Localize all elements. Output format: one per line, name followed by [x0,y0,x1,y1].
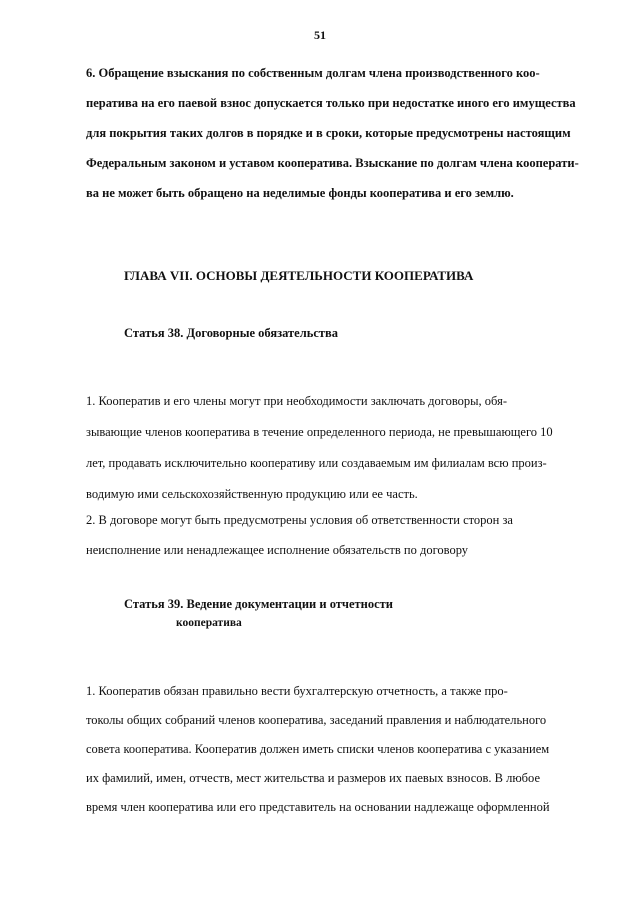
text-line: для покрытия таких долгов в порядке и в сроки, которые предусмотрены настоящим [86,126,571,140]
text-line: их фамилий, имен, отчеств, мест жительства и размеров их паевых взносов. В любое [86,771,540,785]
text-line: Федеральным законом и уставом кооператива. Взыскание по долгам члена кооперати- [86,156,579,170]
text-line: водимую ими сельскохозяйственную продукцию или ее часть. [86,487,418,501]
chapter-title: ГЛАВА VII. ОСНОВЫ ДЕЯТЕЛЬНОСТИ КООПЕРАТИВА [124,268,474,283]
text-line: зывающие членов кооператива в течение определенного периода, не превышающего 10 [86,425,553,439]
page-number: 51 [314,28,326,42]
article-39-heading [124,597,393,612]
text-line: 1. Кооператив обязан правильно вести бухгалтерскую отчетность, а также про- [86,684,508,698]
text-line: 2. В договоре могут быть предусмотрены условия об ответственности сторон за [86,513,513,527]
article-39-name-line-2: кооператива [176,617,242,629]
text-line: время член кооператива или его представитель на основании надлежаще оформленной [86,800,550,814]
text-line: ва не может быть обращено на неделимые фонды кооператива и его землю. [86,186,514,200]
text-line: неисполнение или ненадлежащее исполнение обязательств по договору [86,543,469,557]
article-39-name-line-1: Ведение документации и отчетности [186,597,394,611]
article-38-label: Статья 38. [124,326,184,340]
text-line: совета кооператива. Кооператив должен иметь списки членов кооператива с указанием [86,742,550,756]
article-38-name: Договорные обязательства [186,326,339,340]
article-38-heading [124,326,338,341]
text-line: ператива на его паевой взнос допускается только при недостатке иного его имущества [86,96,576,110]
text-line: лет, продавать исключительно кооперативу или создаваемым им филиалам всю произ- [86,456,547,470]
text-line: 6. Обращение взыскания по собственным долгам члена производственного коо- [86,66,540,80]
article-39-label: Статья 39. [124,597,184,611]
text-line: 1. Кооператив и его члены могут при необходимости заключать договоры, обя- [86,394,508,408]
text-line: токолы общих собраний членов кооператива, заседаний правления и наблюдательного [86,713,547,727]
